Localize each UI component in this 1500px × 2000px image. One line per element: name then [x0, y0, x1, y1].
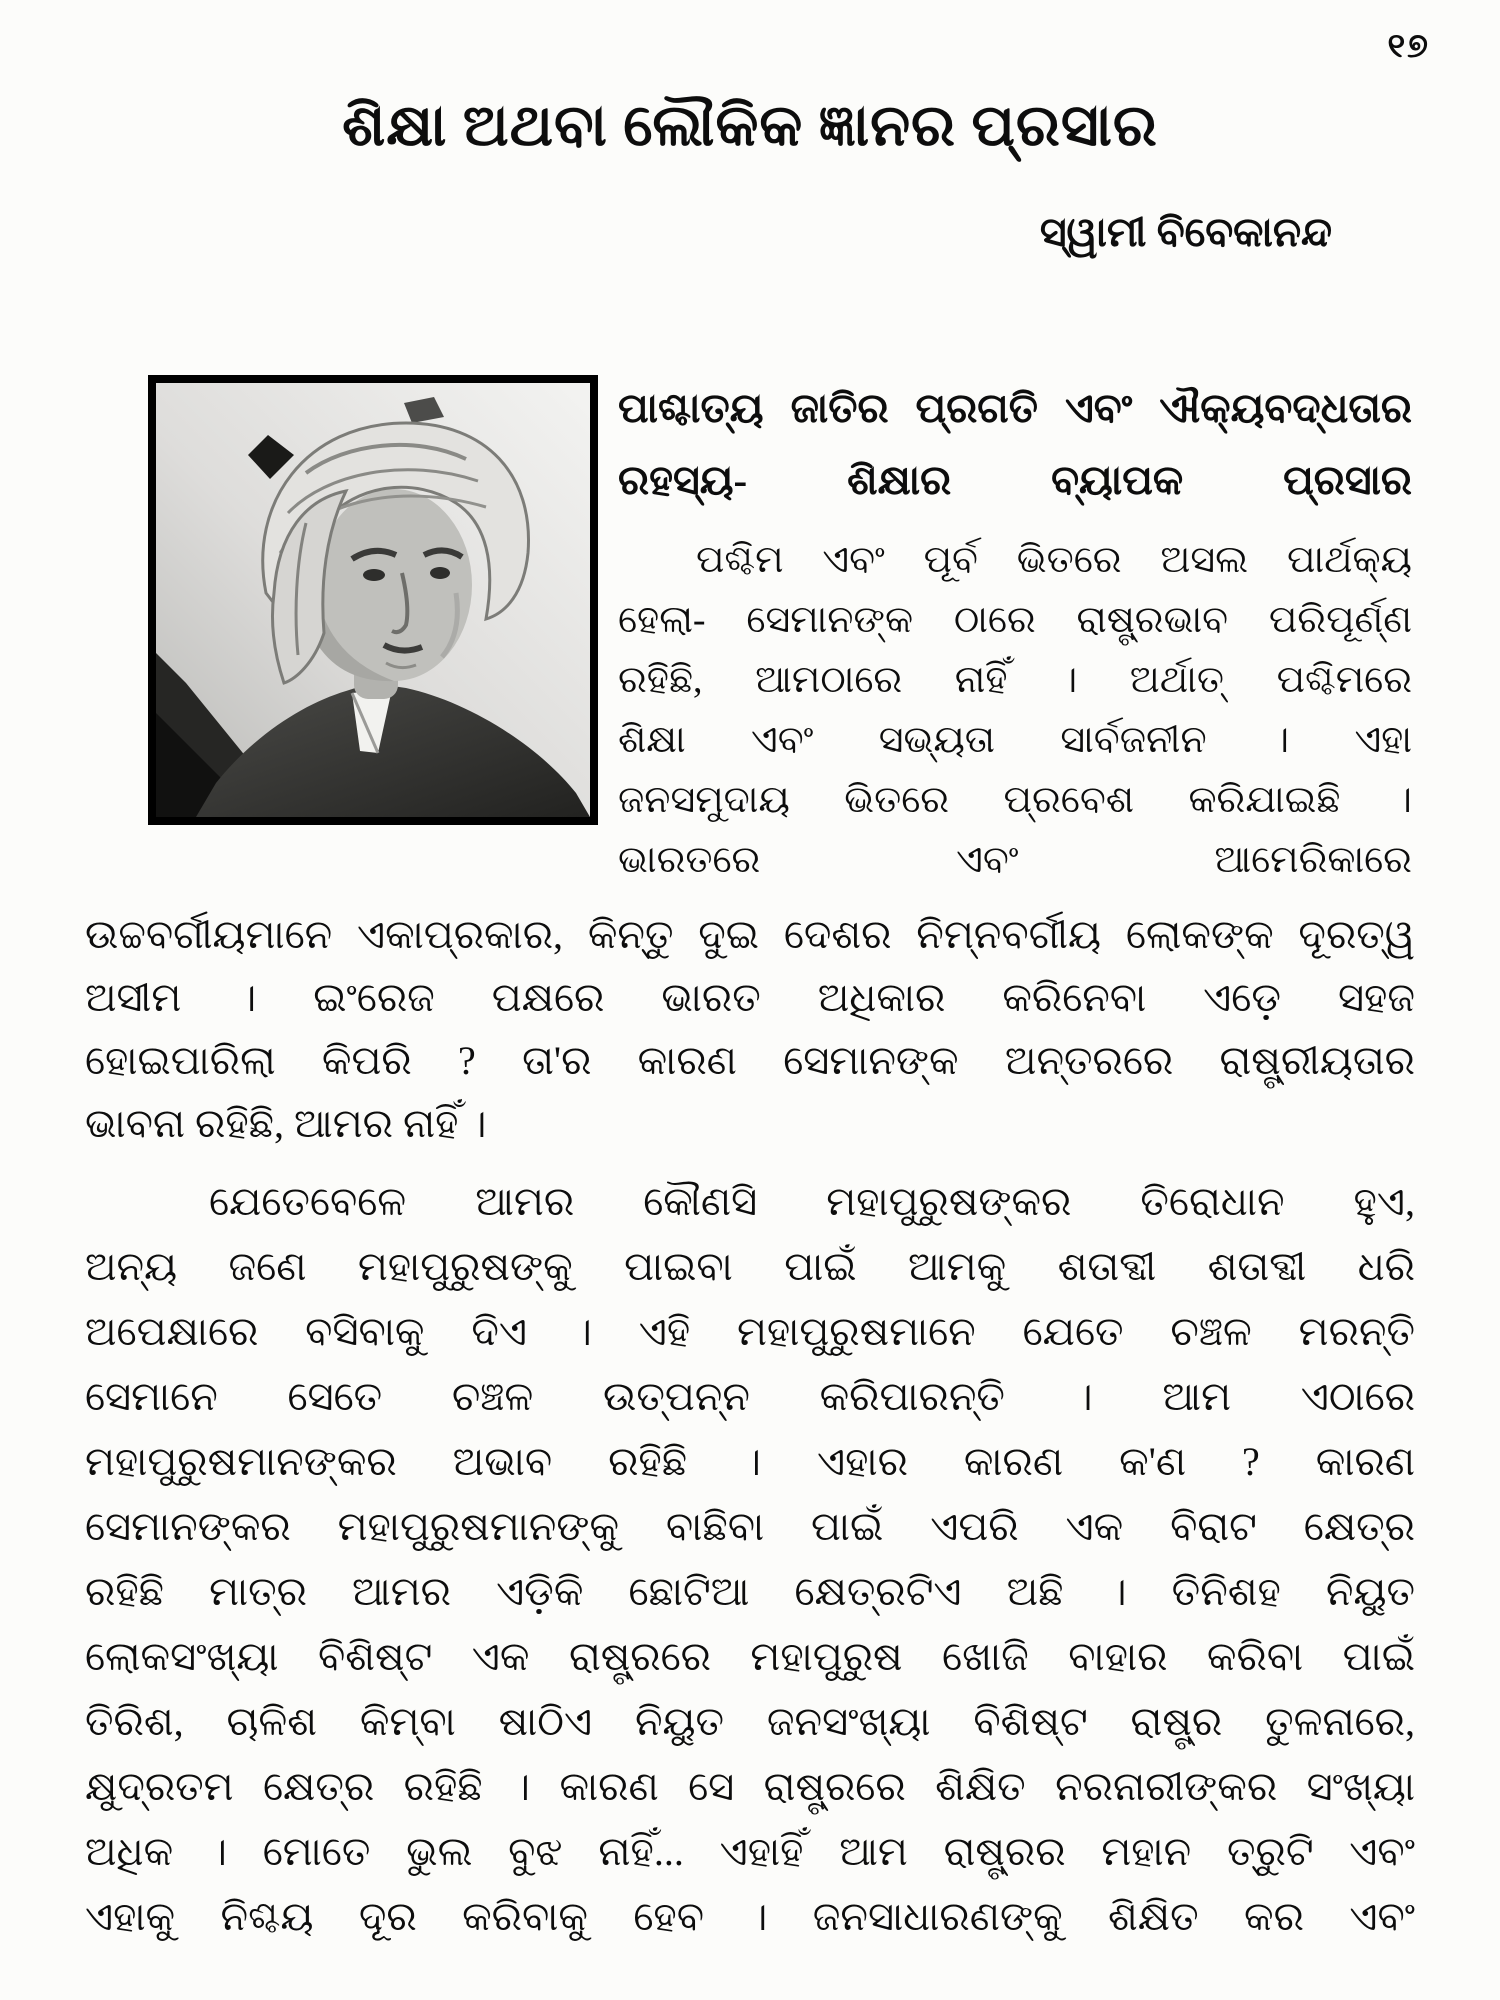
body-line: ହେଲା- ସେମାନଙ୍କ ଠାରେ ରାଷ୍ଟ୍ରଭାବ ପରିପୂର୍ଣ୍ଣ: [618, 599, 1412, 641]
body-line: ଯେତେବେଳେ ଆମର କୌଣସି ମହାପୁରୁଷଙ୍କର ତିରୋଧାନ ହୁଏ,: [209, 1179, 1415, 1224]
body-line: ଏହାକୁ ନିଶ୍ଚୟ ଦୂର କରିବାକୁ ହେବ । ଜନସାଧାରଣଙ୍କୁ ଶିକ୍ଷିତ କର ଏବଂ: [85, 1894, 1415, 1939]
body-line: ତିରିଶ, ଚାଳିଶ କିମ୍ବା ଷାଠିଏ ନିୟୁତ ଜନସଂଖ୍ୟା ବିଶିଷ୍ଟ ରାଷ୍ଟ୍ର ତୁଳନାରେ,: [85, 1699, 1415, 1744]
body-line: ସେମାନେ ସେତେ ଚଞ୍ଚଳ ଉତ୍ପନ୍ନ କରିପାରନ୍ତି । ଆମ ଏଠାରେ: [85, 1374, 1415, 1419]
paragraph1-column-part: [618, 530, 1412, 890]
paragraph2: [85, 1169, 1415, 1949]
body-line: ଭାବନା ରହିଛି, ଆମର ନାହିଁ ।: [85, 1101, 487, 1146]
body-line: ଅପେକ୍ଷାରେ ବସିବାକୁ ଦିଏ । ଏହି ମହାପୁରୁଷମାନେ ଯେତେ ଚଞ୍ଚଳ ମରନ୍ତି: [85, 1309, 1415, 1354]
section-subtitle-line: ରହସ୍ୟ- ଶିକ୍ଷାର ବ୍ୟାପକ ପ୍ରସାର: [618, 457, 1412, 503]
page-number: ୧୭: [1387, 28, 1430, 65]
body-line: ରହିଛି, ଆମଠାରେ ନାହିଁ । ଅର୍ଥାତ୍ ପଶ୍ଚିମରେ: [618, 659, 1412, 701]
article-title: ଶିକ୍ଷା ଅଥବା ଲୌକିକ ଜ୍ଞାନର ପ୍ରସାର: [342, 93, 1158, 158]
section-subtitle-line: ପାଶ୍ଚାତ୍ୟ ଜାତିର ପ୍ରଗତି ଏବଂ ଐକ୍ୟବଦ୍ଧତାର: [618, 385, 1412, 431]
body-line: ଶିକ୍ଷା ଏବଂ ସଭ୍ୟତା ସାର୍ବଜନୀନ । ଏହା: [618, 719, 1412, 761]
portrait-illustration: [156, 383, 590, 817]
body-line: ମହାପୁରୁଷମାନଙ୍କର ଅଭାବ ରହିଛି । ଏହାର କାରଣ କ'ଣ ? କାରଣ: [85, 1439, 1415, 1484]
body-line: ଅସୀମ । ଇଂରେଜ ପକ୍ଷରେ ଭାରତ ଅଧିକାର କରିନେବା ଏଡ଼େ ସହଜ: [85, 975, 1415, 1020]
photo-side-column: [618, 372, 1412, 890]
body-line: କ୍ଷୁଦ୍ରତମ କ୍ଷେତ୍ର ରହିଛି । କାରଣ ସେ ରାଷ୍ଟ୍ରରେ ଶିକ୍ଷିତ ନରନାରୀଙ୍କର ସଂଖ୍ୟା: [85, 1764, 1415, 1809]
body-line: ହୋଇପାରିଲା କିପରି ? ତା'ର କାରଣ ସେମାନଙ୍କ ଅନ୍ତରରେ ରାଷ୍ଟ୍ରୀୟତାର: [85, 1038, 1415, 1083]
body-line: ଭାରତରେ ଏବଂ ଆମେରିକାରେ: [618, 839, 1412, 881]
main-text-block: [85, 903, 1415, 1949]
body-line: ରହିଛି ମାତ୍ର ଆମର ଏଡ଼ିକି ଛୋଟିଆ କ୍ଷେତ୍ରଟିଏ ଅଛି । ତିନିଶହ ନିୟୁତ: [85, 1569, 1415, 1614]
author-name: ସ୍ୱାମୀ ବିବେକାନନ୍ଦ: [1039, 209, 1332, 255]
body-line: ଅଧିକ । ମୋତେ ଭୁଲ ବୁଝ ନାହିଁ... ଏହାହିଁ ଆମ ରାଷ୍ଟ୍ରର ମହାନ ତ୍ରୁଟି ଏବଂ: [85, 1829, 1415, 1874]
body-line: ପଶ୍ଚିମ ଏବଂ ପୂର୍ବ ଭିତରେ ଅସଲ ପାର୍ଥକ୍ୟ: [696, 539, 1412, 581]
body-line: ଅନ୍ୟ ଜଣେ ମହାପୁରୁଷଙ୍କୁ ପାଇବା ପାଇଁ ଆମକୁ ଶତାବ୍ଦୀ ଶତାବ୍ଦୀ ଧରି: [85, 1244, 1415, 1289]
body-line: ଉଚ୍ଚବର୍ଗୀୟମାନେ ଏକାପ୍ରକାର, କିନ୍ତୁ ଦୁଇ ଦେଶର ନିମ୍ନବର୍ଗୀୟ ଲୋକଙ୍କ ଦୂରତ୍ୱ: [85, 912, 1415, 957]
body-line: ସେମାନଙ୍କର ମହାପୁରୁଷମାନଙ୍କୁ ବାଛିବା ପାଇଁ ଏପରି ଏକ ବିରାଟ କ୍ଷେତ୍ର: [85, 1504, 1415, 1549]
paragraph1-full-part: [85, 903, 1415, 1155]
body-line: ଲୋକସଂଖ୍ୟା ବିଶିଷ୍ଟ ଏକ ରାଷ୍ଟ୍ରରେ ମହାପୁରୁଷ ଖୋଜି ବାହାର କରିବା ପାଇଁ: [85, 1634, 1415, 1679]
body-line: ଜନସମୁଦାୟ ଭିତରେ ପ୍ରବେଶ କରିଯାଇଛି ।: [618, 779, 1412, 821]
portrait-photo: [148, 375, 598, 825]
